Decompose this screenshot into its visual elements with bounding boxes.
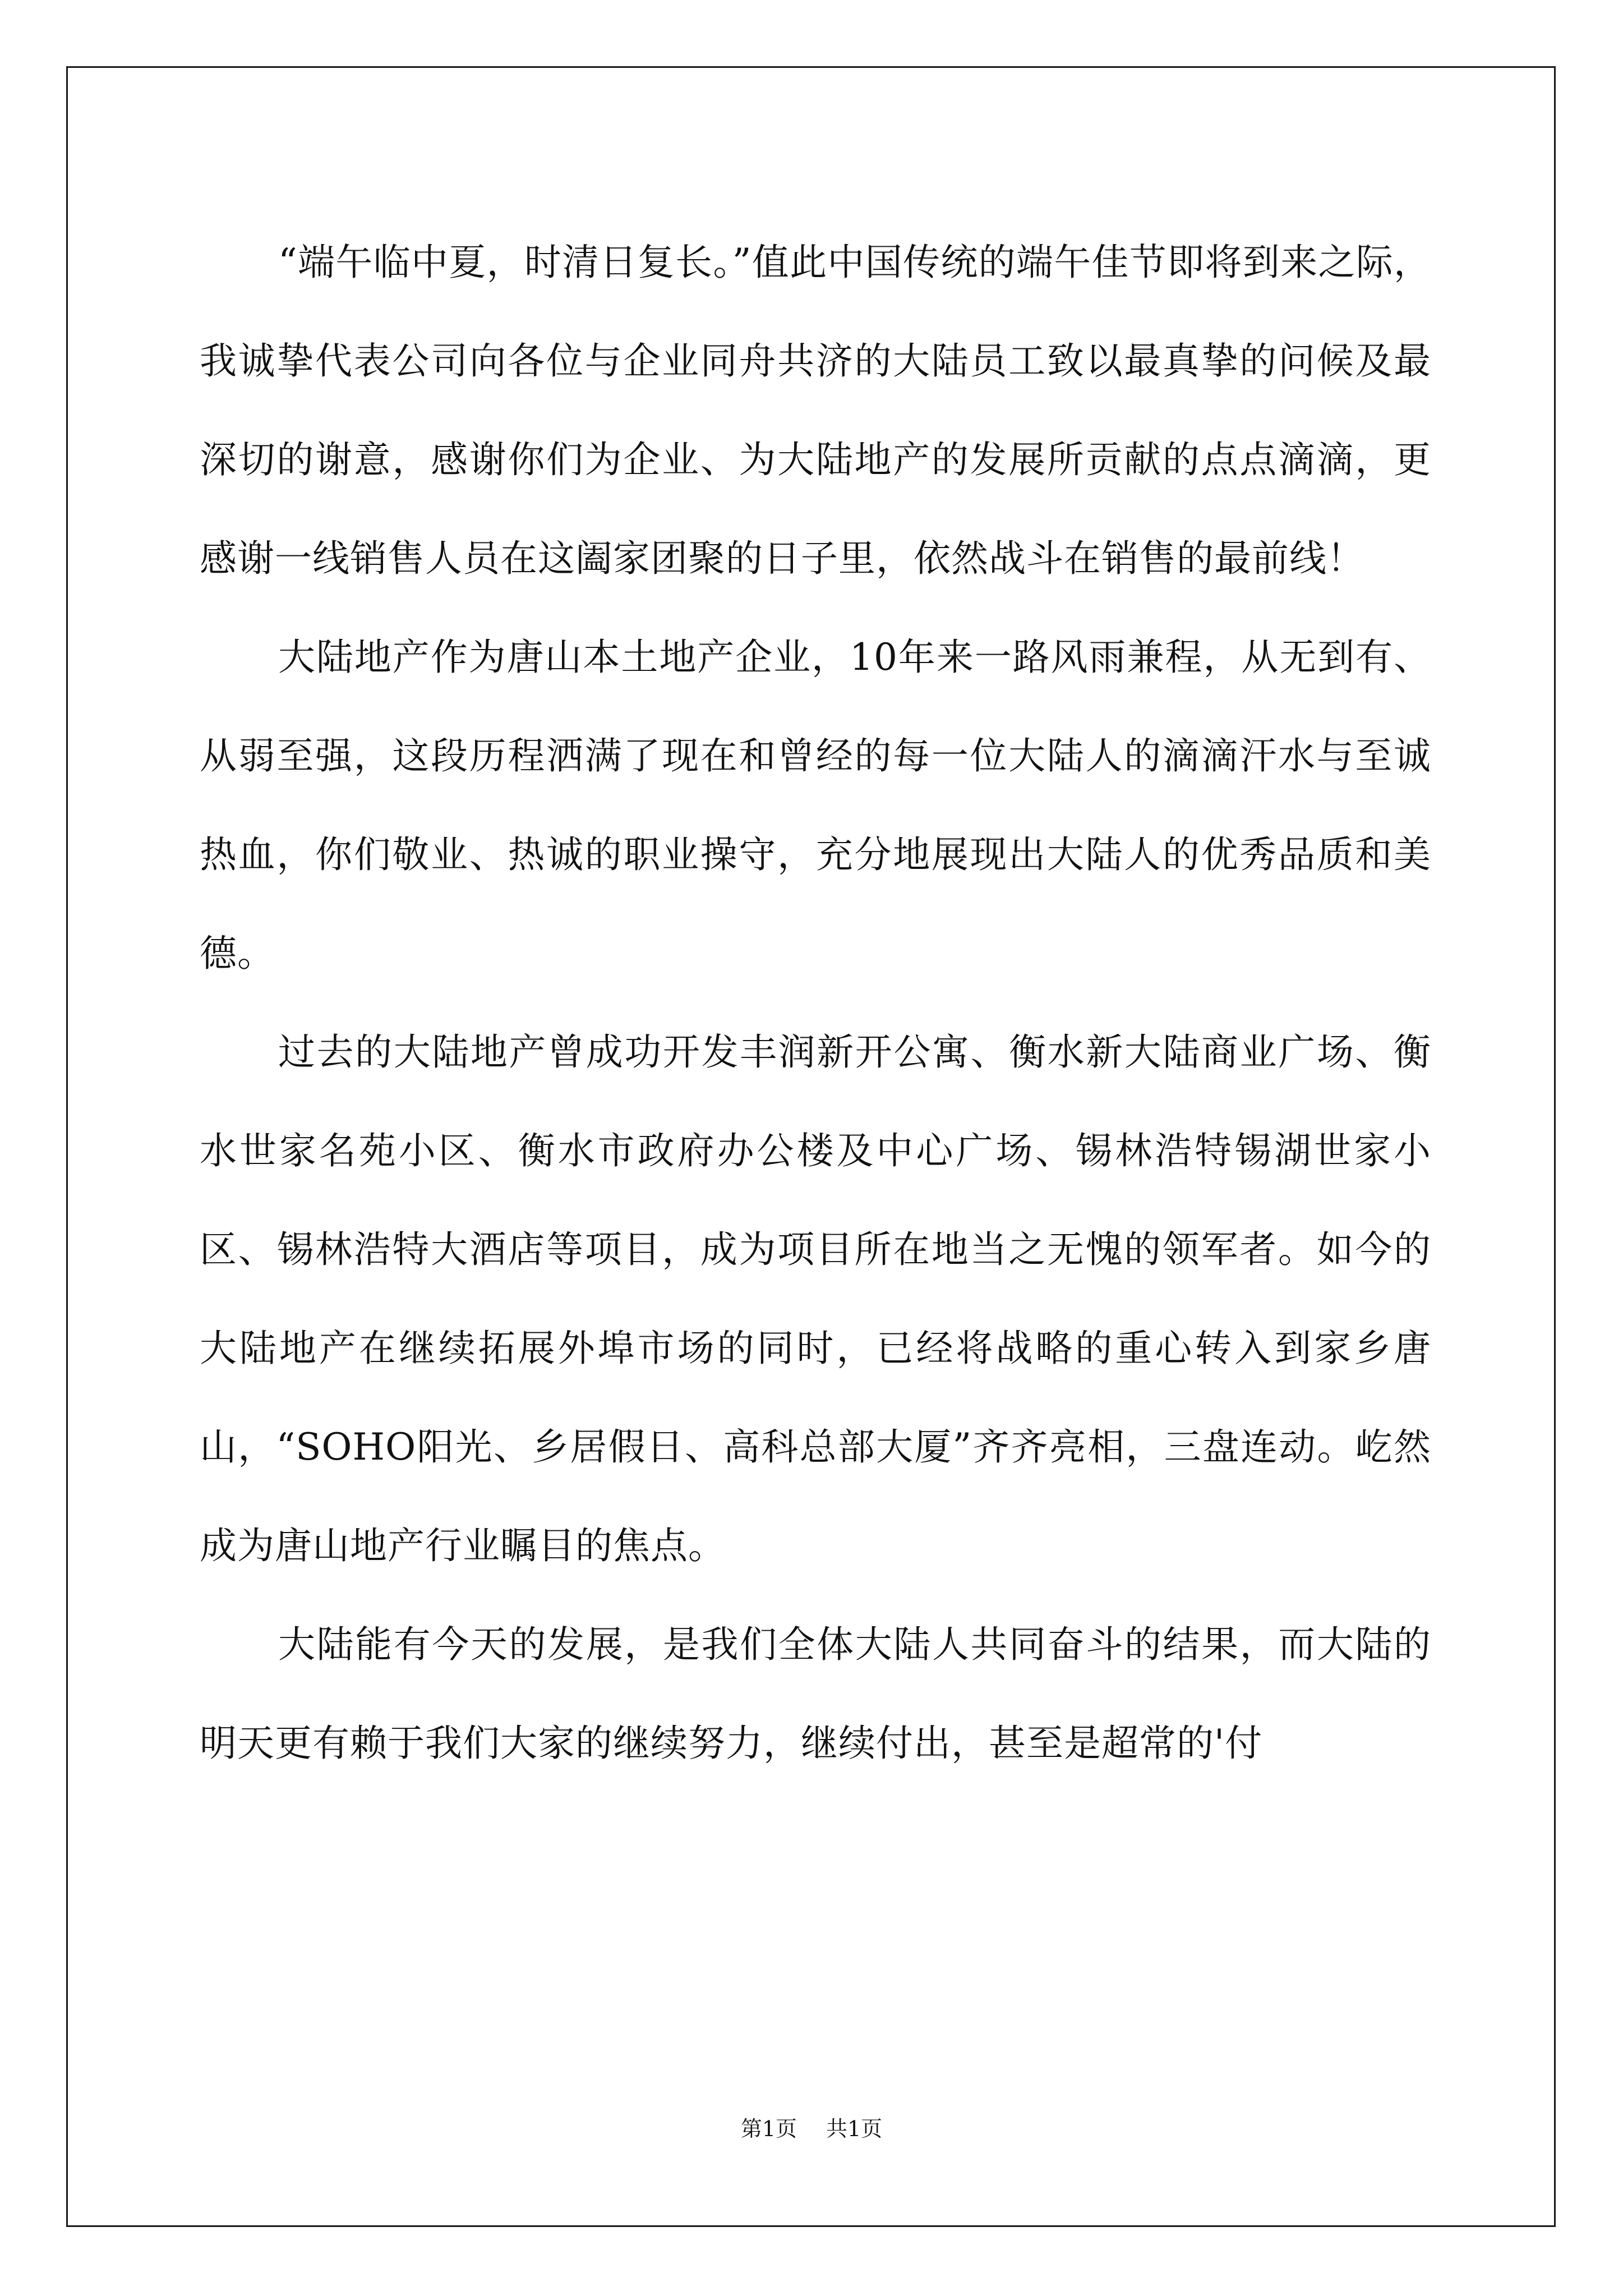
document-body <box>200 213 1431 1793</box>
paragraph-1: “端午临中夏，时清日复长。”值此中国传统的端午佳节即将到来之际，我诚挚代表公司向各位与企业同舟共济的大陆员工致以最真挚的问候及最深切的谢意，感谢你们为企业、为大陆地产的发展所贡献的点点滴滴，更感谢一线销售人员在这阖家团聚的日子里，依然战斗在销售的最前线！ <box>200 241 1431 580</box>
page-total: 共1页 <box>826 2116 883 2141</box>
paragraph-2: 大陆地产作为唐山本土地产企业，10年来一路风雨兼程，从无到有、从弱至强，这段历程洒满了现在和曾经的每一位大陆人的滴滴汗水与至诚热血，你们敬业、热诚的职业操守，充分地展现出大陆人的优秀品质和美德。 <box>200 636 1431 975</box>
paragraph-3: 过去的大陆地产曾成功开发丰润新开公寓、衡水新大陆商业广场、衡水世家名苑小区、衡水市政府办公楼及中心广场、锡林浩特锡湖世家小区、锡林浩特大酒店等项目，成为项目所在地当之无愧的领军者。如今的大陆地产在继续拓展外埠市场的同时，已经将战略的重心转入到家乡唐山，“SOHO阳光、乡居假日、高科总部大厦”齐齐亮相，三盘连动。屹然成为唐山地产行业瞩目的焦点。 <box>200 1030 1431 1567</box>
paragraph-4: 大陆能有今天的发展，是我们全体大陆人共同奋斗的结果，而大陆的明天更有赖于我们大家的继续努力，继续付出，甚至是超常的'付 <box>200 1623 1431 1765</box>
page-number: 第1页 <box>740 2116 797 2141</box>
page-footer <box>0 2115 1623 2143</box>
